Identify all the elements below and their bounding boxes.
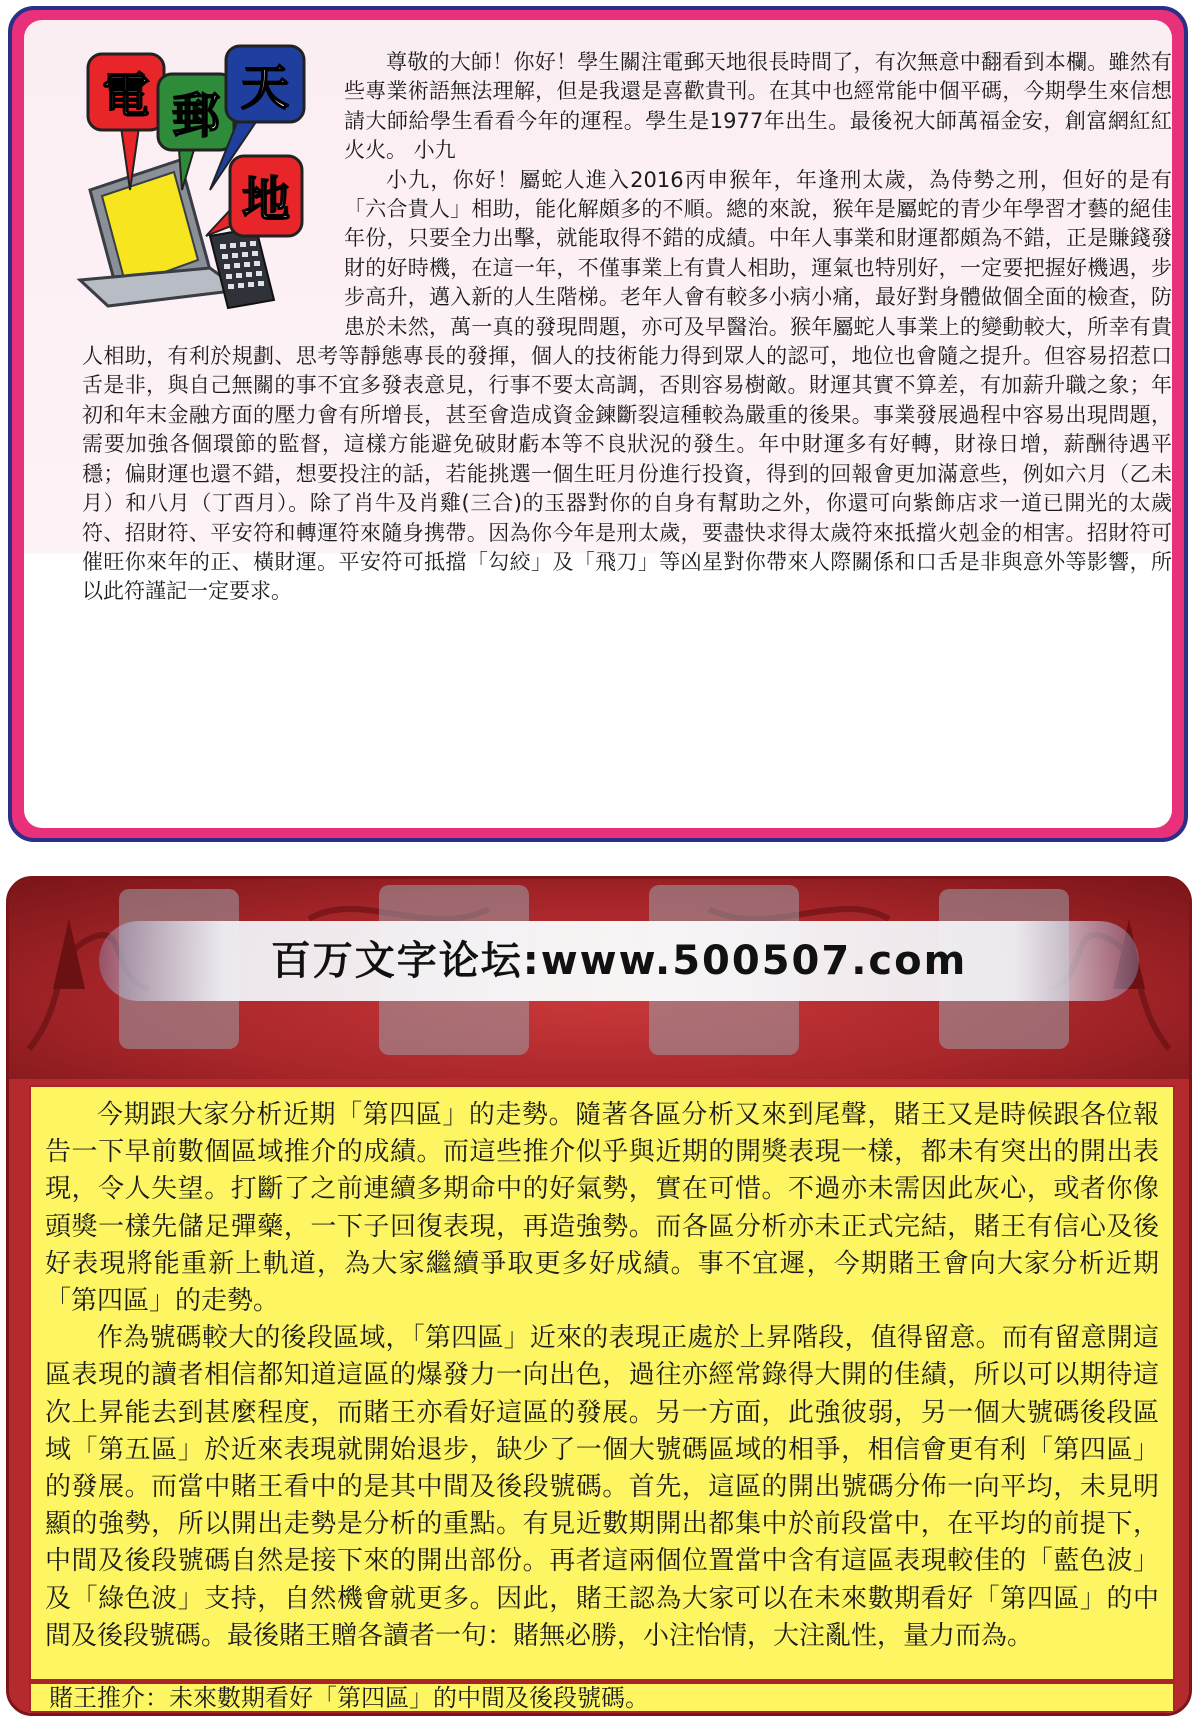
recommendation-bar: 賭王推介：未來數期看好「第四區」的中間及後段號碼。 [29,1681,1175,1713]
logo-char-1: 電 [101,68,151,124]
gambling-king-card [6,876,1192,1716]
letter-question: 尊敬的大師！你好！學生關注電郵天地很長時間了，有次無意中翻看到本欄。雖然有些專業術語無法理解，但是我還是喜歡貴刊。在其中也經常能中個平碼，今期學生來信想請大師給學生看看今年的運程。學生是1977年出生。最後祝大師萬福金安，創富網紅紅火火。 小九 [344,50,1172,163]
letter-card [8,6,1188,842]
logo-char-3: 天 [240,60,290,116]
banner-header [9,879,1189,1079]
letter-body [82,48,1172,607]
article-paragraph-1: 今期跟大家分析近期「第四區」的走勢。隨著各區分析又來到尾聲，賭王又是時候跟各位報告一下早前數個區域推介的成績。而這些推介似乎與近期的開獎表現一樣，都未有突出的開出表現，令人失望。打斷了之前連續多期命中的好氣勢，實在可惜。不過亦未需因此灰心，或者你像頭獎一樣先儲足彈藥，一下子回復表現，再造強勢。而各區分析亦未正式完結，賭王有信心及後好表現將能重新上軌道，為大家繼續爭取更多好成績。事不宜遲，今期賭王會向大家分析近期「第四區」的走勢。 [45,1100,1159,1317]
article-box [29,1085,1175,1681]
letter-answer: 小九，你好！屬蛇人進入2016丙申猴年，年逢刑太歲，為侍勢之刑，但好的是有「六合貴人」相助，能化解頗多的不順。總的來說，猴年是屬蛇的青少年學習才藝的絕佳年份，只要全力出擊，就能取得不錯的成績。中年人事業和財運都頗為不錯，正是賺錢發財的好時機，在這一年，不僅事業上有貴人相助，運氣也特別好，一定要把握好機遇，步步高升，邁入新的人生階梯。老年人會有較多小病小痛，最好對身體做個全面的檢查，防患於未然，萬一真的發現問題，亦可及早醫治。猴年屬蛇人事業上的變動較大，所幸有貴人相助，有利於規劃、思考等靜態專長的發揮，個人的技術能力得到眾人的認可，地位也會隨之提升。但容易招惹口舌是非，與自己無關的事不宜多發表意見，行事不要太高調，否則容易樹敵。財運其實不算差，有加薪升職之象；年初和年末金融方面的壓力會有所增長，甚至會造成資金鍊斷裂這種較為嚴重的後果。事業發展過程中容易出現問題，需要加強各個環節的監督，這樣方能避免破財虧本等不良狀況的發生。年中財運多有好轉，財祿日增，薪酬待遇平穩；偏財運也還不錯，想要投注的話，若能挑選一個生旺月份進行投資，得到的回報會更加滿意些，例如六月（乙未月）和八月（丁酉月）。除了肖牛及肖雞(三合)的玉器對你的自身有幫助之外，你還可向紫飾店求一道已開光的太歲符、招財符、平安符和轉運符來隨身携帶。因為你今年是刑太歲，要盡快求得太歲符來抵擋火剋金的相害。招財符可催旺你來年的正、橫財運。平安符可抵擋「勾絞」及「飛刀」等凶星對你帶來人際關係和口舌是非與意外等影響，所以此符謹記一定要求。 [82,167,1172,604]
article-body [45,1097,1159,1655]
logo-char-2: 郵 [171,88,221,144]
article-paragraph-2: 作為號碼較大的後段區域，「第四區」近來的表現正處於上昇階段，值得留意。而有留意開這區表現的讀者相信都知道這區的爆發力一向出色，過往亦經常錄得大開的佳績，所以可以期待這次上昇能去到甚麼程度，而賭王亦看好這區的發展。另一方面，此強彼弱，另一個大號碼後段區域「第五區」於近來表現就開始退步，缺少了一個大號碼區域的相爭，相信會更有利「第四區」的發展。而當中賭王看中的是其中間及後段號碼。首先，這區的開出號碼分佈一向平均，未見明顯的強勢，所以開出走勢是分析的重點。有見近數期開出都集中於前段當中，在平均的前提下，中間及後段號碼自然是接下來的開出部份。再者這兩個位置當中含有這區表現較佳的「藍色波」及「綠色波」支持，自然機會就更多。因此，賭王認為大家可以在未來數期看好「第四區」的中間及後段號碼。最後賭王贈各讀者一句：賭無必勝，小注怡情，大注亂性，量力而為。 [45,1323,1159,1651]
logo-char-4: 地 [241,172,291,228]
logo-spacer [82,48,344,340]
watermark-text: 百万文字论坛:www.500507.com [270,938,968,984]
letter-card-inner [24,20,1172,828]
watermark-strip [99,921,1139,1001]
